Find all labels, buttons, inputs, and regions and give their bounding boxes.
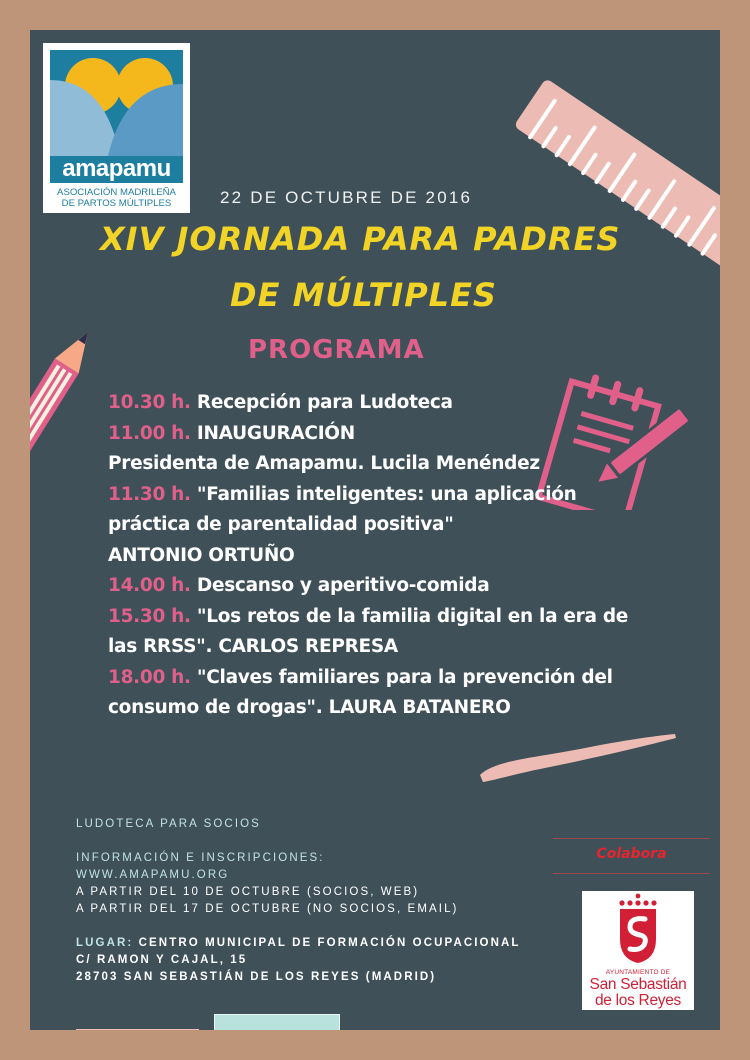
logo-emblem-icon bbox=[50, 50, 183, 156]
logo-subtitle-line2: DE PARTOS MÚLTIPLES bbox=[61, 198, 172, 209]
program-line: 18.00 h. "Claves familiares para la prevención del bbox=[108, 666, 613, 688]
amapamu-logo bbox=[43, 43, 190, 213]
ludoteca-note: LUDOTECA PARA SOCIOS bbox=[76, 818, 261, 830]
city-org-small: AYUNTAMIENTO DE bbox=[605, 969, 671, 976]
program-line: consumo de drogas". LAURA BATANERO bbox=[108, 697, 511, 718]
venue-name: CENTRO MUNICIPAL DE FORMACIÓN OCUPACIONAL bbox=[133, 937, 521, 949]
san-sebastian-logo bbox=[582, 891, 694, 1010]
registration-no-socios: A PARTIR DEL 17 DE OCTUBRE (NO SOCIOS, EMAIL) bbox=[76, 903, 459, 915]
website-link[interactable]: WWW.AMAPAMU.ORG bbox=[76, 869, 230, 881]
decorative-mint-block bbox=[214, 1014, 340, 1030]
program-line: 14.00 h. Descanso y aperitivo-comida bbox=[108, 575, 490, 596]
program-line: 15.30 h. "Los retos de la familia digital en la era de bbox=[108, 605, 629, 627]
city-name-line2: de los Reyes bbox=[594, 992, 681, 1009]
program-line: Presidenta de Amapamu. Lucila Menéndez bbox=[108, 453, 540, 474]
program-heading: PROGRAMA bbox=[248, 335, 425, 365]
chalkboard-poster bbox=[30, 30, 720, 1030]
logo-subtitle-line1: ASOCIACIÓN MADRILEÑA bbox=[57, 187, 176, 198]
program-line: 11.00 h. INAUGURACIÓN bbox=[108, 422, 355, 444]
program-line: práctica de parentalidad positiva" bbox=[108, 514, 454, 535]
inscripciones-heading: INFORMACIÓN E INSCRIPCIONES: bbox=[76, 852, 325, 864]
sponsor-heading: Colabora bbox=[596, 846, 667, 862]
city-shield-icon bbox=[618, 893, 658, 965]
chalk-stroke-icon bbox=[475, 730, 685, 790]
event-date: 22 DE OCTUBRE DE 2016 bbox=[220, 188, 473, 207]
event-title-line1: XIV JORNADA PARA PADRES bbox=[100, 220, 621, 258]
logo-wordmark: amapamu bbox=[50, 156, 183, 183]
city-name-line1: San Sebastián bbox=[589, 976, 687, 993]
sponsor-divider-top bbox=[553, 838, 710, 839]
event-title-line2: DE MÚLTIPLES bbox=[230, 276, 497, 314]
decorative-pink-block bbox=[76, 1029, 199, 1030]
venue-city: 28703 SAN SEBASTIÁN DE LOS REYES (MADRID) bbox=[76, 971, 437, 983]
program-list bbox=[108, 388, 678, 724]
venue-line bbox=[76, 937, 521, 949]
program-line: ANTONIO ORTUÑO bbox=[108, 544, 295, 566]
program-line: las RRSS". CARLOS REPRESA bbox=[108, 636, 398, 657]
registration-socios: A PARTIR DEL 10 DE OCTUBRE (SOCIOS, WEB) bbox=[76, 886, 420, 898]
venue-street: C/ RAMON Y CAJAL, 15 bbox=[76, 954, 248, 966]
sponsor-divider-bottom bbox=[553, 873, 710, 874]
program-line: 11.30 h. "Familias inteligentes: una aplicación bbox=[108, 483, 577, 505]
venue-label: LUGAR: bbox=[76, 937, 134, 949]
program-line: 10.30 h. Recepción para Ludoteca bbox=[108, 392, 453, 413]
